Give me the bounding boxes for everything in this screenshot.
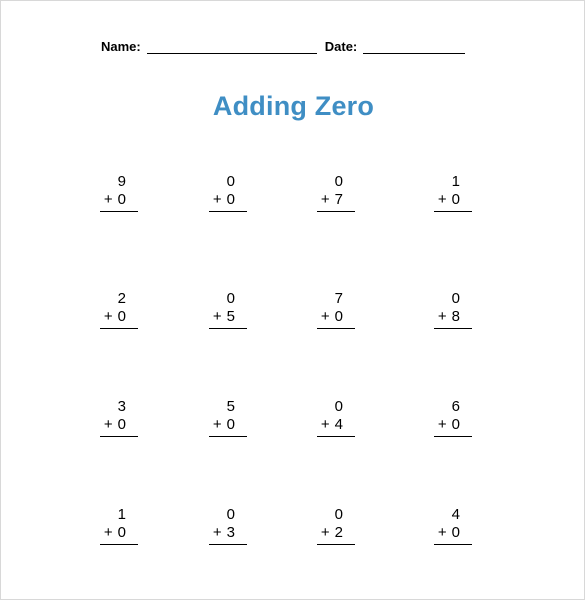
problem-bottom-number: 4 bbox=[334, 416, 343, 433]
problem-bottom-number: 0 bbox=[451, 191, 460, 208]
problem-bottom-row bbox=[434, 524, 472, 545]
plus-sign: + bbox=[212, 524, 222, 541]
plus-sign: + bbox=[320, 524, 330, 541]
worksheet-title: Adding Zero bbox=[212, 91, 375, 121]
problem-top-number: 1 bbox=[451, 173, 460, 190]
problem-top-number: 0 bbox=[226, 173, 235, 190]
problem-top-number: 0 bbox=[334, 506, 343, 523]
plus-sign: + bbox=[437, 524, 447, 541]
problem-top-number: 1 bbox=[117, 506, 126, 523]
date-blank[interactable] bbox=[363, 41, 465, 54]
problem-bottom-row bbox=[317, 308, 355, 329]
problem-bottom-row bbox=[100, 524, 138, 545]
problem-bottom-number: 0 bbox=[334, 308, 343, 325]
problem-bottom-number: 0 bbox=[451, 416, 460, 433]
problem-bottom-row bbox=[209, 524, 247, 545]
plus-sign: + bbox=[437, 308, 447, 325]
plus-sign: + bbox=[437, 416, 447, 433]
problem-4 bbox=[434, 173, 472, 212]
problem-bottom-number: 0 bbox=[117, 416, 126, 433]
problem-top-number: 0 bbox=[451, 290, 460, 307]
problem-3 bbox=[317, 173, 355, 212]
plus-sign: + bbox=[320, 416, 330, 433]
plus-sign: + bbox=[103, 416, 113, 433]
plus-sign: + bbox=[103, 308, 113, 325]
problem-14 bbox=[209, 506, 247, 545]
problem-16 bbox=[434, 506, 472, 545]
problem-bottom-row bbox=[317, 191, 355, 212]
problem-bottom-row bbox=[100, 191, 138, 212]
problem-bottom-number: 5 bbox=[226, 308, 235, 325]
problem-7 bbox=[317, 290, 355, 329]
problem-top-number: 2 bbox=[117, 290, 126, 307]
problem-top-number: 6 bbox=[451, 398, 460, 415]
problem-bottom-number: 2 bbox=[334, 524, 343, 541]
problem-9 bbox=[100, 398, 138, 437]
worksheet-header bbox=[101, 39, 465, 54]
problem-bottom-row bbox=[317, 524, 355, 545]
problem-top-number: 5 bbox=[226, 398, 235, 415]
problem-12 bbox=[434, 398, 472, 437]
problem-1 bbox=[100, 173, 138, 212]
problem-bottom-number: 7 bbox=[334, 191, 343, 208]
name-blank[interactable] bbox=[147, 41, 317, 54]
problem-top-number: 7 bbox=[334, 290, 343, 307]
problem-top-number: 0 bbox=[334, 173, 343, 190]
problem-5 bbox=[100, 290, 138, 329]
problem-bottom-number: 0 bbox=[117, 191, 126, 208]
plus-sign: + bbox=[103, 524, 113, 541]
plus-sign: + bbox=[212, 191, 222, 208]
problem-2 bbox=[209, 173, 247, 212]
problem-top-number: 0 bbox=[334, 398, 343, 415]
problem-bottom-row bbox=[100, 416, 138, 437]
problem-15 bbox=[317, 506, 355, 545]
problem-10 bbox=[209, 398, 247, 437]
problem-top-number: 4 bbox=[451, 506, 460, 523]
problem-top-number: 9 bbox=[117, 173, 126, 190]
problem-bottom-number: 8 bbox=[451, 308, 460, 325]
problem-bottom-row bbox=[434, 191, 472, 212]
plus-sign: + bbox=[320, 308, 330, 325]
problem-bottom-row bbox=[434, 308, 472, 329]
plus-sign: + bbox=[320, 191, 330, 208]
name-label: Name: bbox=[101, 39, 141, 54]
problem-6 bbox=[209, 290, 247, 329]
problem-bottom-row bbox=[209, 191, 247, 212]
problem-top-number: 3 bbox=[117, 398, 126, 415]
problem-bottom-number: 3 bbox=[226, 524, 235, 541]
problem-top-number: 0 bbox=[226, 290, 235, 307]
plus-sign: + bbox=[212, 416, 222, 433]
problem-bottom-row bbox=[434, 416, 472, 437]
problem-top-number: 0 bbox=[226, 506, 235, 523]
problem-bottom-number: 0 bbox=[451, 524, 460, 541]
plus-sign: + bbox=[103, 191, 113, 208]
plus-sign: + bbox=[437, 191, 447, 208]
problem-bottom-row bbox=[209, 416, 247, 437]
date-label: Date: bbox=[324, 39, 358, 54]
problem-bottom-number: 0 bbox=[117, 308, 126, 325]
problem-bottom-number: 0 bbox=[226, 191, 235, 208]
problem-bottom-number: 0 bbox=[226, 416, 235, 433]
problem-bottom-row bbox=[317, 416, 355, 437]
problem-8 bbox=[434, 290, 472, 329]
plus-sign: + bbox=[212, 308, 222, 325]
problem-13 bbox=[100, 506, 138, 545]
problem-11 bbox=[317, 398, 355, 437]
problem-bottom-row bbox=[209, 308, 247, 329]
problem-bottom-number: 0 bbox=[117, 524, 126, 541]
problem-bottom-row bbox=[100, 308, 138, 329]
